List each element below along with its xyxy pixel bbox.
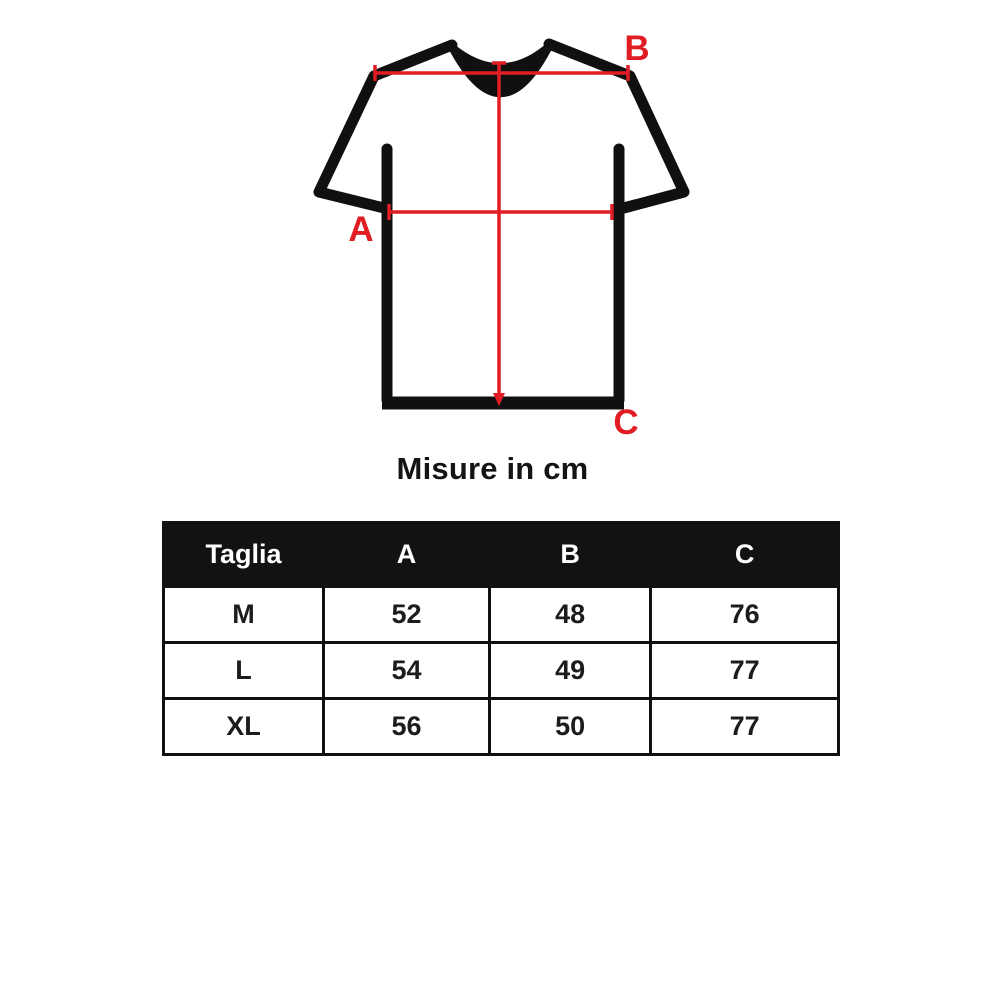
tshirt-measurement-diagram bbox=[0, 0, 1000, 460]
diagram-label-b: B bbox=[624, 29, 650, 68]
measurement-lines bbox=[375, 63, 628, 406]
header-taglia: Taglia bbox=[164, 523, 324, 587]
size-label: M bbox=[164, 587, 324, 643]
tshirt-icon bbox=[319, 44, 684, 403]
diagram-label-a: A bbox=[348, 210, 374, 249]
table-row-m bbox=[164, 587, 839, 643]
value-c: 76 bbox=[651, 587, 839, 643]
value-a: 52 bbox=[323, 587, 489, 643]
value-b: 48 bbox=[490, 587, 651, 643]
page-title: Misure in cm bbox=[396, 451, 589, 486]
header-b: B bbox=[490, 523, 651, 587]
value-c: 77 bbox=[651, 699, 839, 755]
value-c: 77 bbox=[651, 643, 839, 699]
value-b: 49 bbox=[490, 643, 651, 699]
value-a: 56 bbox=[323, 699, 489, 755]
size-table bbox=[162, 521, 840, 756]
value-b: 50 bbox=[490, 699, 651, 755]
size-label: L bbox=[164, 643, 324, 699]
header-c: C bbox=[651, 523, 839, 587]
header-a: A bbox=[323, 523, 489, 587]
table-row-xl bbox=[164, 699, 839, 755]
value-a: 54 bbox=[323, 643, 489, 699]
diagram-label-c: C bbox=[613, 403, 639, 442]
table-row-l bbox=[164, 643, 839, 699]
size-table-header-row bbox=[164, 523, 839, 587]
size-label: XL bbox=[164, 699, 324, 755]
